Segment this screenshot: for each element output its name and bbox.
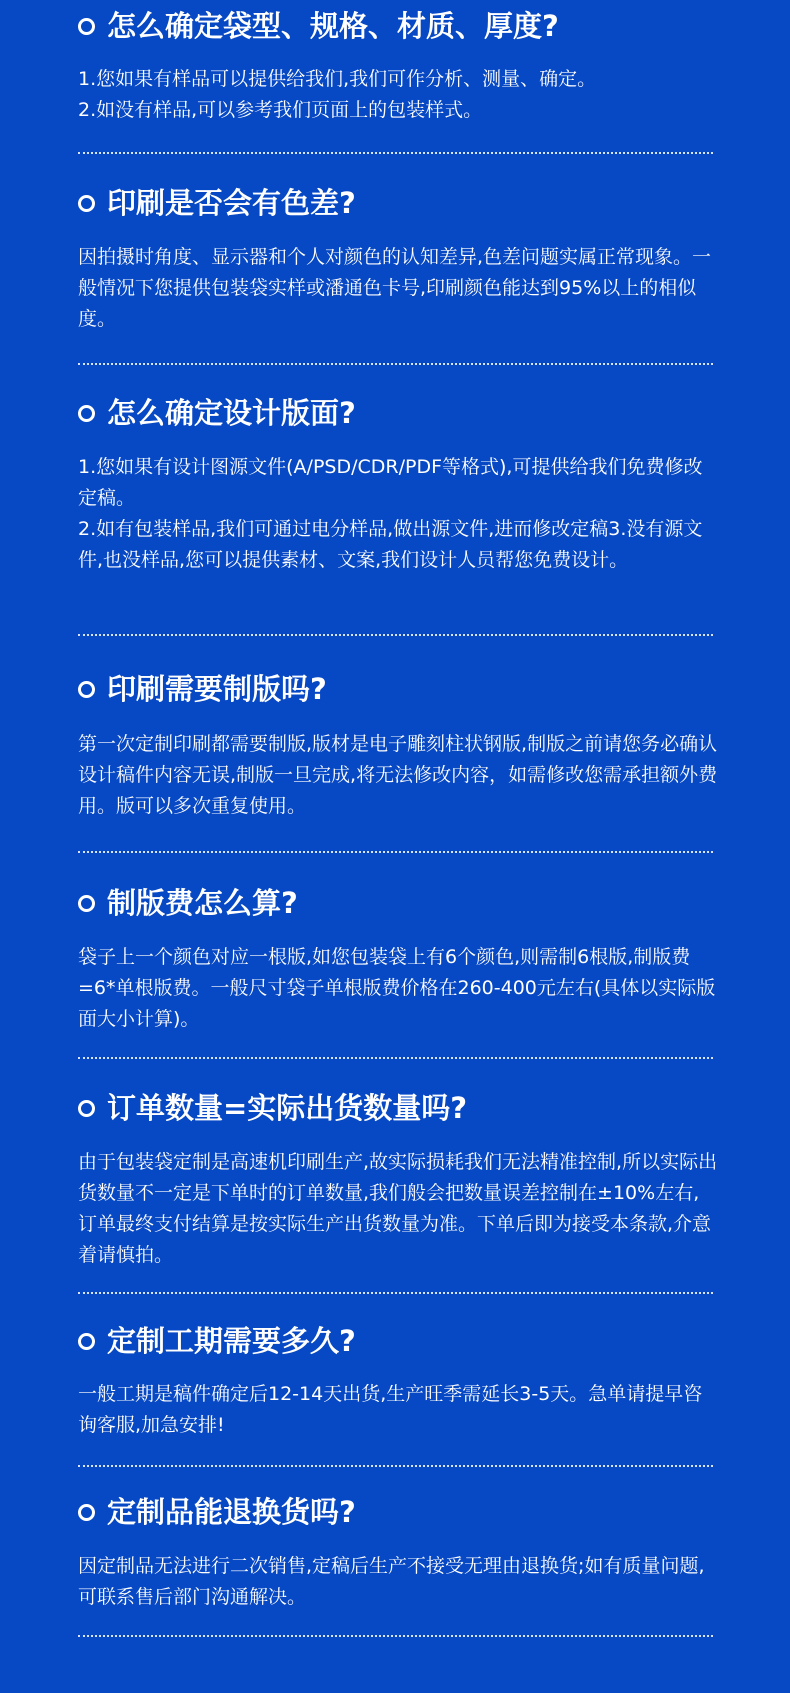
faq-question-2 xyxy=(78,183,356,223)
faq-answer-2: 因拍摄时角度、显示器和个人对颜色的认知差异,色差问题实属正常现象。一般情况下您提供包装袋实样或潘通色卡号,印刷颜色能达到95%以上的相似度。 xyxy=(78,246,712,330)
divider xyxy=(78,634,713,636)
faq-question-3 xyxy=(78,393,356,433)
divider xyxy=(78,851,713,853)
ring-bullet-icon xyxy=(78,681,95,698)
faq-question-text: 制版费怎么算? xyxy=(107,886,298,920)
divider xyxy=(78,363,713,365)
faq-question-6 xyxy=(78,1088,467,1128)
faq-answer-7: 一般工期是稿件确定后12-14天出货,生产旺季需延长3-5天。急单请提早咨询客服,加急安排! xyxy=(78,1383,703,1436)
faq-answer-1: 1.您如果有样品可以提供给我们,我们可作分析、测量、确定。 2.如没有样品,可以参考我们页面上的包装样式。 xyxy=(78,68,597,121)
faq-answer-4: 第一次定制印刷都需要制版,版材是电子雕刻柱状钢版,制版之前请您务必确认设计稿件内容无误,制版一旦完成,将无法修改内容，如需修改您需承担额外费用。版可以多次重复使用。 xyxy=(78,733,718,817)
divider xyxy=(78,152,713,154)
faq-question-text: 怎么确定袋型、规格、材质、厚度? xyxy=(107,9,559,43)
faq-question-4 xyxy=(78,669,327,709)
divider xyxy=(78,1465,713,1467)
faq-answer-8: 因定制品无法进行二次销售,定稿后生产不接受无理由退换货;如有质量问题,可联系售后部门沟通解决。 xyxy=(78,1555,705,1608)
ring-bullet-icon xyxy=(78,1333,95,1350)
faq-question-text: 订单数量=实际出货数量吗? xyxy=(107,1091,468,1125)
faq-question-text: 定制工期需要多久? xyxy=(107,1324,356,1358)
faq-question-8 xyxy=(78,1492,356,1532)
faq-answer-5: 袋子上一个颜色对应一根版,如您包装袋上有6个颜色,则需制6根版,制版费=6*单根版费。一般尺寸袋子单根版费价格在260-400元左右(具体以实际版面大小计算)。 xyxy=(78,946,716,1030)
ring-bullet-icon xyxy=(78,18,95,35)
ring-bullet-icon xyxy=(78,405,95,422)
divider xyxy=(78,1057,713,1059)
faq-question-text: 印刷需要制版吗? xyxy=(107,672,327,706)
ring-bullet-icon xyxy=(78,1100,95,1117)
faq-question-1 xyxy=(78,6,559,46)
faq-question-text: 怎么确定设计版面? xyxy=(107,396,356,430)
divider xyxy=(78,1292,713,1294)
ring-bullet-icon xyxy=(78,895,95,912)
faq-question-text: 印刷是否会有色差? xyxy=(107,186,356,220)
faq-question-7 xyxy=(78,1321,356,1361)
ring-bullet-icon xyxy=(78,195,95,212)
faq-answer-6: 由于包装袋定制是高速机印刷生产,故实际损耗我们无法精准控制,所以实际出货数量不一定是下单时的订单数量,我们般会把数量误差控制在±10%左右,订单最终支付结算是按实际生产出货数量为准。下单后即为接受本条款,介意着请慎拍。 xyxy=(78,1151,718,1266)
faq-answer-3: 1.您如果有设计图源文件(A/PSD/CDR/PDF等格式),可提供给我们免费修改定稿。 2.如有包装样品,我们可通过电分样品,做出源文件,进而修改定稿3.没有源文件,也没样品,您可以提供素材、文案,我们设计人员帮您免费设计。 xyxy=(78,456,703,571)
faq-question-text: 定制品能退换货吗? xyxy=(107,1495,356,1529)
divider xyxy=(78,1635,713,1637)
ring-bullet-icon xyxy=(78,1504,95,1521)
faq-question-5 xyxy=(78,883,298,923)
